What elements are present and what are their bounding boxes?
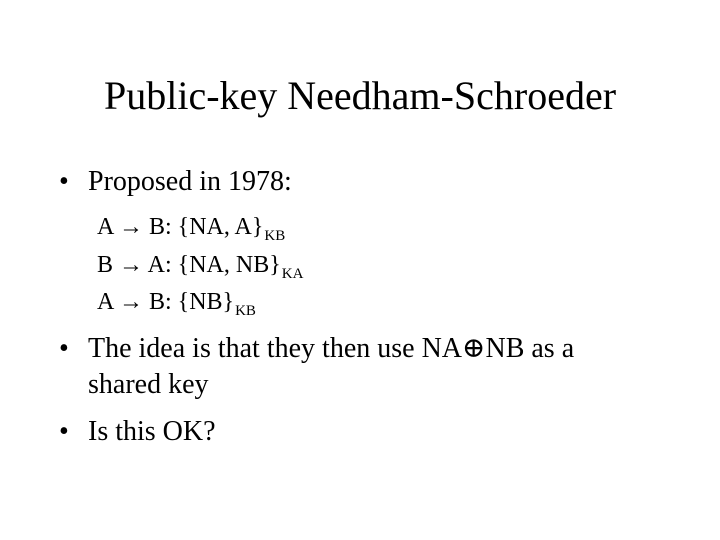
message-body: B → A: {NA, NB} <box>97 252 281 278</box>
bullet-icon: • <box>59 166 69 197</box>
protocol-message-2 <box>97 250 303 283</box>
bullet-idea-continuation: shared key <box>88 369 209 400</box>
bullet-text: The idea is that they then use NA⊕NB as a <box>88 333 575 364</box>
message-key: KA <box>281 266 304 282</box>
message-body: A → B: {NA, A} <box>97 214 264 240</box>
bullet-text: Is this OK? <box>88 416 216 447</box>
bullet-icon: • <box>59 416 69 447</box>
bullet-icon: • <box>59 333 69 364</box>
message-key: KB <box>264 228 286 244</box>
message-body: A → B: {NB} <box>97 289 235 315</box>
bullet-text: Proposed in 1978: <box>88 166 292 197</box>
slide-title: Public-key Needham-Schroeder <box>103 73 617 118</box>
protocol-message-3 <box>97 287 256 320</box>
message-key: KB <box>235 303 256 319</box>
protocol-message-1 <box>97 212 285 245</box>
